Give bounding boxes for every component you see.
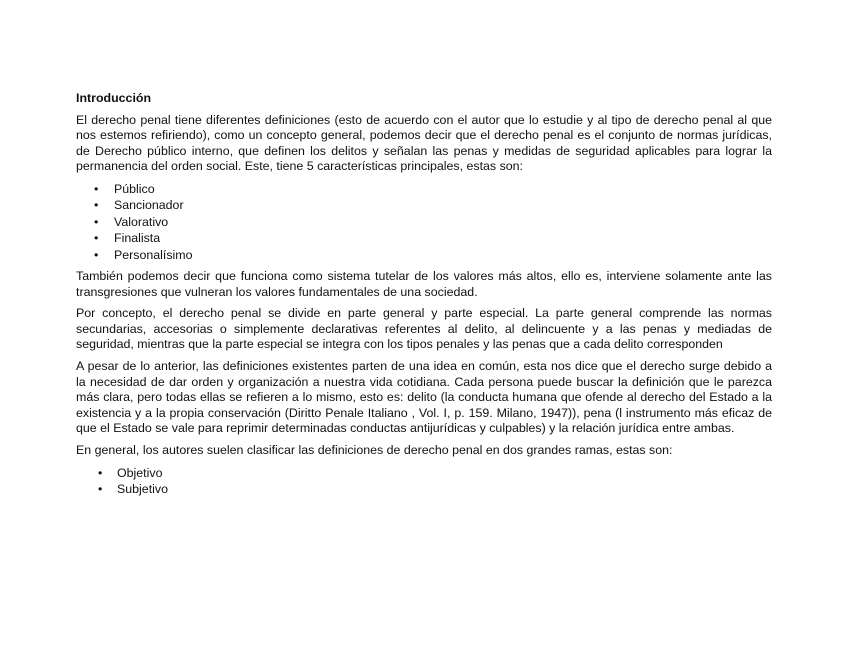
list-item-label: Sancionador <box>114 198 184 213</box>
list-item-label: Personalísimo <box>114 247 193 262</box>
paragraph-tutelar: También podemos decir que funciona como sistema tutelar de los valores más altos, ello es, interviene solamente ante las transgresiones que vulneran los valores fundamentales de una sociedad. <box>76 269 772 299</box>
characteristics-list <box>76 181 772 263</box>
paragraph-concepto: Por concepto, el derecho penal se divide en parte general y parte especial. La parte general comprende las normas secundarias, accesorias o simplemente declarativas referentes al delito, al delincuente y a las penas y mediadas de seguridad, mientras que la parte especial se integra con los tipos penales y las penas que a cada delito corresponden <box>76 306 772 352</box>
list-item-label: Subjetivo <box>117 481 168 496</box>
bullet-icon: • <box>94 198 99 213</box>
list-item-label: Finalista <box>114 231 161 246</box>
list-item <box>76 465 772 481</box>
bullet-icon: • <box>94 181 99 196</box>
list-item <box>76 197 772 213</box>
list-item-label: Público <box>114 181 155 196</box>
list-item-label: Objetivo <box>117 465 163 480</box>
document-page <box>76 91 772 503</box>
list-item-label: Valorativo <box>114 214 169 229</box>
list-item <box>76 230 772 246</box>
bullet-icon: • <box>98 481 103 496</box>
bullet-icon: • <box>94 247 99 262</box>
branches-list <box>76 465 772 498</box>
section-heading: Introducción <box>76 91 152 105</box>
bullet-icon: • <box>94 231 99 246</box>
list-item <box>76 481 772 497</box>
paragraph-definiciones: A pesar de lo anterior, las definiciones existentes parten de una idea en común, esta nos dice que el derecho surge debido a la necesidad de dar orden y organización a nuestra vida cotidiana. Cada persona puede buscar la definición que le parezca más clara, pero todas ellas se refieren a lo mismo, esto es: delito (la conducta humana que ofende al derecho del Estado a la existencia y a la propia conservación (Diritto Penale Italiano , Vol. I, p. 159. Milano, 1947)), pena (l instrumento más eficaz de que el Estado se vale para reprimir determinadas conductas antijurídicas y culpables) y la relación jurídica entre ambas. <box>76 358 772 436</box>
bullet-icon: • <box>98 465 103 480</box>
list-item <box>76 214 772 230</box>
paragraph-clasificacion: En general, los autores suelen clasificar las definiciones de derecho penal en dos grandes ramas, estas son: <box>76 442 673 457</box>
bullet-icon: • <box>94 214 99 229</box>
list-item <box>76 247 772 263</box>
paragraph-intro: El derecho penal tiene diferentes definiciones (esto de acuerdo con el autor que lo estudie y al tipo de derecho penal al que nos estemos refiriendo), como un concepto general, podemos decir que el derecho penal es el conjunto de normas jurídicas, de Derecho público interno, que definen los delitos y señalan las penas y medidas de seguridad aplicables para lograr la permanencia del orden social. Este, tiene 5 características principales, estas son: <box>76 112 772 174</box>
list-item <box>76 181 772 197</box>
